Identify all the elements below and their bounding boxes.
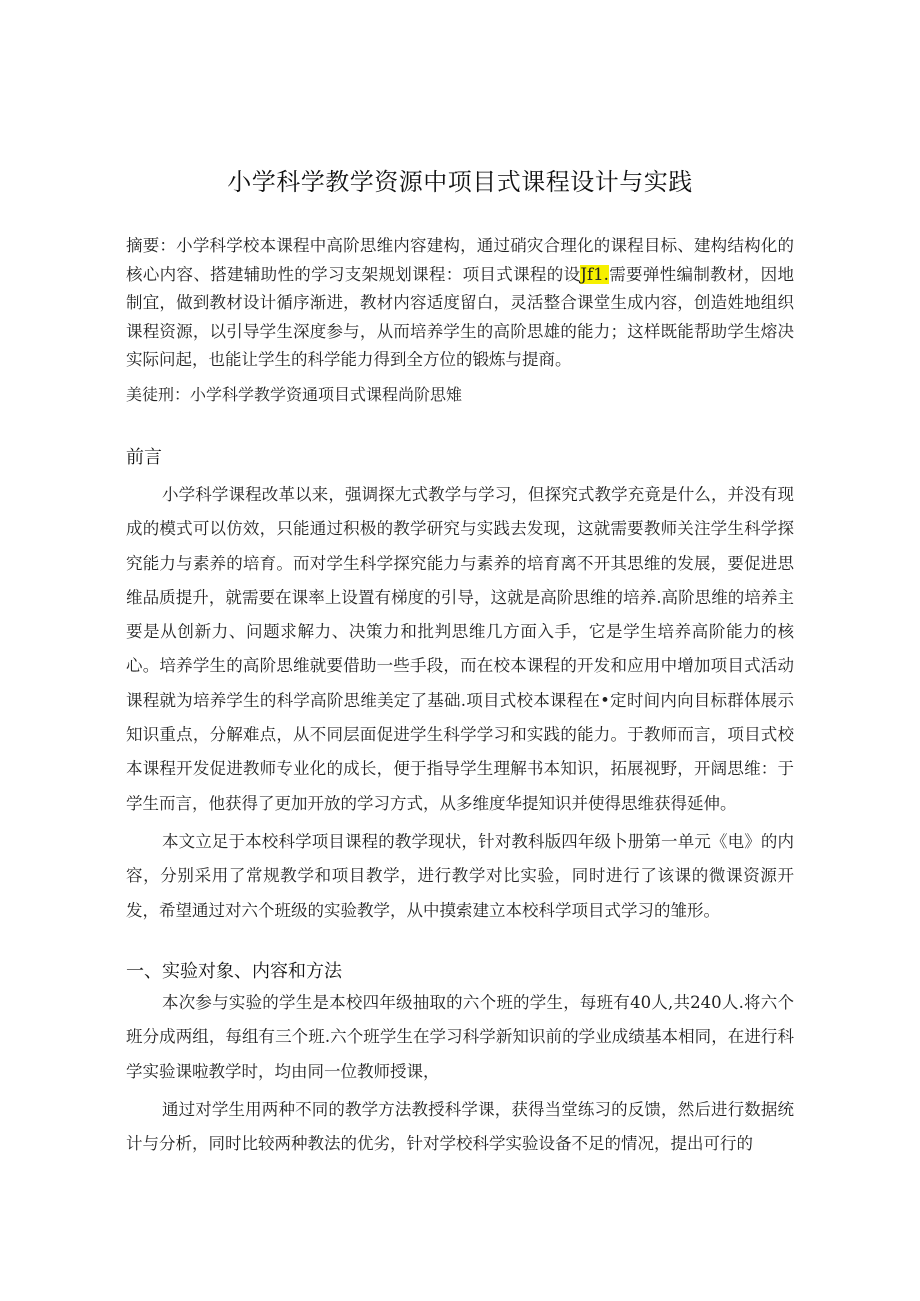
preface-body (126, 478, 794, 928)
highlighted-text: Jf1. (580, 264, 609, 284)
document-title: 小学科学教学资源中项目式课程设计与实践 (227, 168, 693, 196)
abstract-text-part1: 摘要：小学科学校本课程中高阶思维内容建构，通过硝灾合理化的课程目标、建构结构化的核心内容、搭建辅助性的学习支架规划课程：项目式课程的设 (126, 236, 794, 284)
abstract-text (126, 232, 794, 375)
abstract (126, 232, 794, 375)
section-heading-preface: 前言 (126, 447, 162, 468)
abstract-text-part2: 需要弹性编制教材，因地制宜，做到教材设计循序渐进，教材内容适度留白，灵活整合课堂生成内容，创造姓地组织课程资源，以引导学生深度参与，从而培养学生的高阶思雄的能力；这样既能帮助学生熔决实际问起，也能让学生的科学能力得到全方位的锻炼与提商。 (126, 264, 795, 370)
section1-body (126, 986, 794, 1161)
paragraph: 小学科学课程改革以来，强调探尢式教学与学习，但探究式教学充竟是什么，并没有现成的模式可以仿效，只能通过积极的教学研究与实践去发现，这就需要教师关注学生科学探究能力与素养的培育。而对学生科学探究能力与素养的培育离不开其思维的发展，要促进思维品质提升，就需要在课率上设置有梯度的引导，这就是高阶思维的培养.高阶思维的培养主要是从创新力、问题求解力、决策力和批判思维几方面入手，它是学生培养高阶能力的核心。培养学生的高阶思维就要借助一些手段，而在校本课程的开发和应用中增加项目式活动课程就为培养学生的科学高阶思维美定了基础.项目式校本课程在•定时间内向目标群体展示知识重点，分解难点，从不同层面促进学生科学学习和实践的能力。于教师而言，项目式校本课程开发促进教师专业化的成长，便于指导学生理解书本知识，拓展视野，开阔思维：于学生而言，他获得了更加开放的学习方式，从多维度华提知识并使得思维获得延伸。 (126, 485, 794, 813)
section-heading-1: 一、实验对象、内容和方法 (126, 961, 342, 982)
keywords: 美徒刑：小学科学教学资通项目式课程尚阶思雉 (126, 385, 463, 404)
paragraph: 本文立足于本校科学项目课程的教学现状，针对教科版四年级卜册第一单元《电》的内容，分别采用了常规教学和项目教学，进行教学对比实验，同时进行了该课的微课资源开发，希望通过对六个班级的实验教学，从中摸索建立本校科学项目式学习的雏形。 (126, 831, 794, 920)
paragraph: 本次参与实验的学生是本校四年级抽取的六个班的学生，每班有40人,共240人.将六个班分成两组，每组有三个班.六个班学生在学习科学新知识前的学业成绩基本相同，在进行科学实验课啦教学时，均由同一位教师授课， (126, 993, 794, 1081)
paragraph: 通过对学生用两种不同的教学方法教授科学课，获得当堂练习的反馈，然后进行数据统计与分析，同时比较两种教法的优劣，针对学校科学实验设备不足的情况，提出可行的 (126, 1099, 794, 1154)
